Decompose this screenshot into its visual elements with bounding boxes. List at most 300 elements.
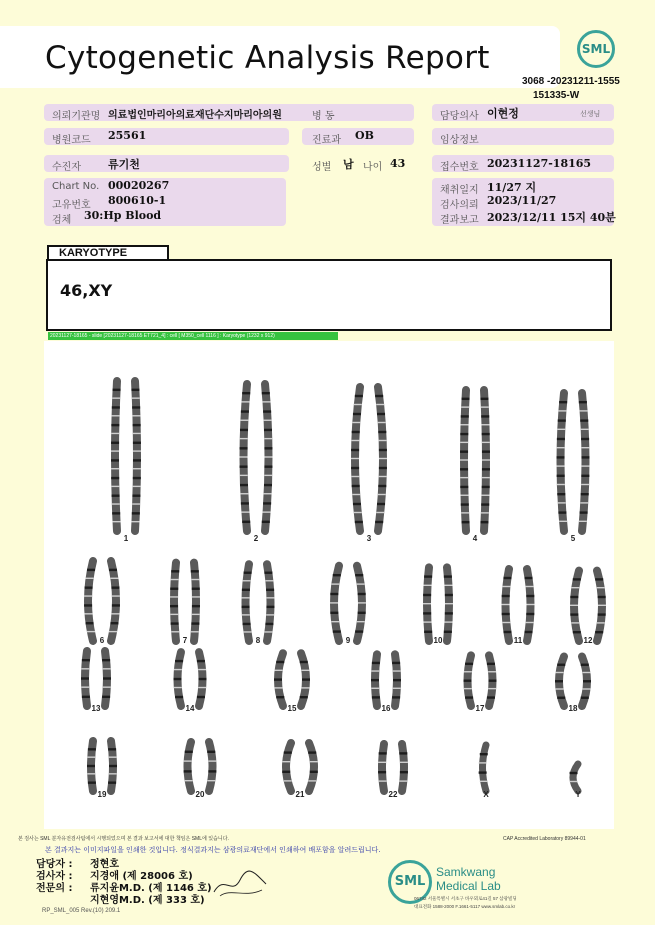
chromosome-1-2	[131, 381, 141, 531]
chromosome-band	[579, 401, 587, 403]
chromosome-band	[464, 680, 472, 682]
chromosome-band	[266, 606, 274, 608]
chromosome-band	[462, 521, 470, 523]
chromosome-6-2	[109, 561, 120, 641]
chromosome-21-1	[282, 743, 292, 791]
chromosome-band	[598, 613, 606, 615]
chromosome-band	[570, 596, 578, 598]
chromosome-band	[557, 456, 565, 458]
chromosome-7-1	[170, 563, 179, 641]
chromosome-band	[174, 687, 182, 688]
chromosome-band	[527, 604, 535, 605]
chromosome-band	[310, 771, 318, 773]
chromosome-band	[525, 631, 533, 633]
notice-text: 본 결과지는 이미지파일을 인쇄한 것입니다. 정식결과지는 삼광의료재단에서 인쇄하여 배포함을 알려드립니다.	[45, 846, 381, 854]
chromosome-band	[352, 485, 360, 487]
chromosome-band	[170, 588, 178, 590]
chromosome-band	[423, 612, 431, 614]
lab-name	[436, 865, 501, 893]
chromosome-band	[113, 521, 121, 522]
chromosome-band	[378, 485, 386, 487]
chromosome-band	[111, 424, 119, 426]
chromosome-band	[111, 450, 119, 451]
chromosome-band	[265, 580, 273, 581]
chromosome-band	[87, 756, 95, 757]
chromosome-band	[400, 771, 408, 773]
chromosome-band	[573, 578, 581, 580]
chromosome-band	[378, 431, 386, 433]
chromosome-band	[481, 512, 489, 513]
chromosome-band	[103, 668, 111, 669]
chromosome-band	[199, 678, 207, 680]
report-id-line2: 151335-W	[533, 90, 580, 101]
chromosome-band	[84, 604, 92, 606]
chromosome-band	[445, 594, 453, 596]
chromosome-15-1	[274, 653, 284, 706]
karyotype-result: 46,XY	[60, 281, 113, 300]
chromosome-band	[355, 395, 363, 397]
chromosome-band	[481, 503, 489, 505]
chromosome-label-12: 12	[583, 636, 593, 645]
institution-value: 의료법인마리아의료재단수지마리아의원	[108, 110, 282, 121]
chromosome-19-1	[87, 741, 96, 791]
chromosome-band	[133, 442, 141, 444]
chromosome-band	[264, 484, 272, 486]
chromosome-band	[132, 495, 140, 497]
chromosome-band	[461, 406, 469, 407]
chromosome-band	[377, 413, 385, 415]
chromosome-band	[112, 406, 120, 408]
chromosome-band	[482, 433, 490, 435]
chromosome-band	[580, 410, 588, 411]
chromosome-label-2: 2	[253, 534, 259, 543]
staff-role-1: 담당자 :	[36, 859, 73, 870]
chromosome-band	[379, 780, 387, 781]
department-value: OB	[355, 129, 374, 142]
chromosome-band	[445, 612, 453, 614]
chromosome-band	[352, 494, 360, 495]
chromosome-22-2	[399, 744, 408, 791]
chromosome-band	[240, 493, 248, 494]
hospital-code-label: 병원코드	[52, 135, 91, 146]
chromosome-band	[570, 781, 578, 782]
chromosome-13-2	[102, 651, 111, 706]
chromosome-band	[460, 450, 468, 452]
chromosome-band	[375, 521, 383, 523]
chromosome-band	[444, 575, 452, 577]
chromosome-band	[598, 605, 606, 606]
chromosome-band	[502, 622, 510, 623]
staff-role-2: 검사자 :	[36, 871, 73, 882]
chromosome-band	[112, 512, 120, 514]
chromosome-band	[444, 631, 452, 633]
chromosome-band	[112, 595, 120, 596]
karyotype-tab: KARYOTYPE	[47, 245, 169, 260]
sml-logo-icon: SML	[577, 30, 615, 68]
chromosome-band	[393, 670, 401, 671]
chromosome-band	[378, 494, 386, 495]
chromosome-band	[559, 521, 567, 522]
chromosome-label-X: X	[483, 790, 489, 799]
chromosome-label-13: 13	[91, 704, 101, 713]
chromosome-band	[400, 762, 408, 763]
chromosome-band	[595, 578, 603, 580]
chromosome-band	[132, 415, 140, 416]
chromosome-band	[108, 781, 116, 783]
chromosome-band	[557, 484, 565, 485]
lab-address: 06742 서울특별시 서초구 바우뫼로41길 57 삼광빌딩	[414, 896, 517, 901]
chromosome-band	[445, 585, 453, 586]
chromosome-band	[558, 419, 566, 421]
chromosome-band	[85, 586, 93, 588]
chromosome-band	[487, 696, 495, 698]
chromosome-band	[132, 397, 140, 398]
chromosome-band	[358, 593, 366, 595]
chromosome-band	[351, 467, 359, 469]
chromosome-band	[310, 761, 318, 762]
chromosome-label-8: 8	[255, 636, 261, 645]
accreditation-text: CAP Accredited Laboratory 89944-01	[503, 836, 586, 842]
chromosome-band	[112, 503, 120, 504]
chromosome-band	[559, 401, 567, 403]
chromosome-band	[82, 659, 90, 661]
chromosome-band	[242, 597, 250, 598]
chromosome-band	[300, 661, 308, 663]
chromosome-band	[174, 678, 182, 680]
chromosome-11-1	[502, 569, 512, 641]
chromosome-band	[399, 752, 407, 754]
chromosome-band	[371, 688, 379, 689]
chromosome-band	[264, 631, 272, 632]
chromosome-band	[208, 760, 216, 761]
chromosome-band	[461, 415, 469, 417]
chromosome-band	[111, 486, 119, 487]
chromosome-band	[461, 424, 469, 425]
chromosome-band	[241, 410, 249, 412]
chromosome-band	[284, 780, 292, 781]
chromosome-band	[371, 670, 379, 671]
chromosome-band	[262, 392, 270, 394]
chromosome-label-20: 20	[195, 790, 205, 799]
age-value: 43	[390, 157, 406, 170]
chromosome-band	[488, 671, 496, 672]
chromosome-band	[113, 389, 121, 391]
chromosome-band	[264, 465, 272, 467]
chromosome-band	[465, 663, 473, 665]
chromosome-6-1	[84, 561, 95, 641]
chromosome-band	[581, 475, 589, 477]
chromosome-band	[111, 613, 119, 614]
chromosome-band	[354, 404, 362, 405]
chromosome-21-2	[308, 743, 318, 791]
chromosome-band	[379, 440, 387, 441]
chromosome-9-1	[330, 566, 341, 641]
chromosome-band	[424, 631, 432, 633]
chromosome-band	[355, 574, 363, 576]
chromosome-band	[556, 688, 564, 689]
chromosome-band	[103, 677, 111, 679]
chromosome-band	[377, 503, 385, 505]
chromosome-band	[109, 765, 117, 767]
chromosome-band	[132, 406, 140, 408]
chromosome-label-22: 22	[388, 790, 398, 799]
chromosome-band	[580, 419, 588, 421]
chromosome-band	[462, 398, 470, 400]
chromosome-band	[262, 521, 270, 523]
chromosome-band	[423, 594, 431, 596]
chromosome-band	[264, 438, 272, 439]
chromosome-16-1	[371, 654, 380, 706]
chromosome-band	[461, 512, 469, 513]
chromosome-band	[308, 780, 316, 781]
chromosome-band	[445, 621, 453, 622]
chromosome-label-5: 5	[570, 534, 576, 543]
chromosome-band	[557, 447, 565, 448]
chromosome-band	[243, 580, 251, 581]
chromosome-label-1: 1	[123, 534, 129, 543]
chromosome-5-2	[579, 393, 590, 531]
chromosome-3-1	[351, 387, 363, 531]
chromosome-band	[109, 569, 117, 571]
chromosome-band	[240, 475, 248, 476]
chromosome-band	[392, 696, 400, 698]
chromosome-band	[482, 450, 490, 452]
doctor-value: 이현정	[487, 107, 519, 120]
chromosome-band	[170, 614, 178, 615]
chromosome-2-2	[262, 384, 273, 531]
chromosome-band	[330, 593, 338, 595]
chromosome-band	[379, 458, 387, 459]
result-date-label: 결과보고	[440, 215, 479, 226]
chromosome-band	[482, 459, 490, 460]
chromosome-band	[244, 572, 252, 574]
request-date-value: 2023/11/27	[487, 194, 557, 207]
chromosome-band	[379, 752, 387, 754]
chromosome-band	[240, 456, 248, 457]
chromosome-band	[112, 397, 120, 398]
chromosome-band	[301, 670, 309, 671]
chromosome-band	[333, 574, 341, 576]
chromosome-band	[264, 475, 272, 476]
lab-name-line2: Medical Lab	[436, 879, 501, 893]
staff-role-3: 전문의 :	[36, 883, 73, 894]
specimen-label: 검체	[52, 215, 72, 226]
chromosome-band	[583, 680, 591, 682]
chromosome-band	[81, 677, 89, 679]
patient-value: 류기천	[108, 158, 140, 171]
chromosome-band	[357, 583, 365, 584]
chromosome-band	[263, 502, 271, 504]
chromosome-band	[555, 680, 563, 682]
chromosome-band	[112, 415, 120, 416]
revision-code: RP_SML_005 Rev.(10) 209.1	[42, 908, 121, 914]
chromosome-band	[192, 588, 200, 590]
chromosome-band	[354, 512, 362, 513]
chromosome-band	[460, 486, 468, 488]
chromosome-12-2	[595, 571, 606, 641]
chromosome-band	[570, 613, 578, 615]
staff-name-1: 정현호	[90, 859, 119, 870]
chromosome-band	[481, 415, 489, 417]
chromosome-9-2	[355, 566, 366, 641]
chromosome-band	[581, 484, 589, 485]
institution-label: 의뢰기관명	[52, 111, 101, 122]
chromosome-band	[300, 696, 308, 698]
chromosome-band	[464, 671, 472, 672]
doctor-suffix: 선생님	[580, 110, 601, 118]
chromosome-band	[88, 781, 96, 783]
chromosome-band	[581, 438, 589, 440]
collect-date-label: 채취일지	[440, 185, 479, 196]
chromosome-band	[375, 395, 383, 397]
chromosome-band	[353, 503, 361, 505]
chromosome-band	[81, 668, 89, 669]
chromosome-label-Y: Y	[575, 790, 581, 799]
chromosome-band	[197, 696, 205, 698]
chromosome-band	[266, 597, 274, 598]
chromosome-band	[460, 442, 468, 443]
chromosome-2-1	[240, 384, 251, 531]
chromosome-band	[480, 753, 488, 755]
chromosome-band	[276, 661, 284, 663]
chromosome-band	[558, 502, 566, 503]
age-label: 나이	[363, 162, 383, 173]
chromosome-band	[111, 586, 119, 588]
chromosome-20-1	[184, 742, 193, 791]
chromosome-band	[333, 630, 341, 632]
chromosome-band	[110, 622, 118, 624]
chromosome-band	[243, 623, 251, 625]
department-label: 진료과	[312, 135, 341, 146]
chromosome-band	[265, 623, 273, 625]
chromosome-band	[488, 688, 496, 689]
chromosome-17-1	[464, 655, 474, 706]
chromosome-band	[198, 669, 206, 670]
chromosome-label-9: 9	[345, 636, 351, 645]
signature-graphic	[210, 866, 270, 900]
chromosome-band	[480, 398, 488, 400]
chromosome-band	[108, 748, 116, 750]
chromosome-band	[171, 631, 179, 632]
chromosome-band	[111, 459, 119, 461]
chromosome-band	[525, 577, 533, 579]
chromosome-band	[111, 433, 119, 434]
collect-date-value: 11/27 지	[487, 181, 537, 194]
chromosome-band	[358, 612, 366, 614]
chromosome-band	[111, 477, 119, 479]
chromosome-band	[175, 696, 183, 698]
chromosome-band	[171, 570, 179, 572]
chromosome-band	[241, 401, 249, 402]
chromosome-band	[598, 596, 606, 598]
chromosome-band	[110, 578, 118, 579]
karyogram-svg	[44, 341, 614, 829]
disclaimer-text: 본 검사는 SML 분자유전검사팀에서 시행되었으며 본 결과 보고서에 대한 책임은 SML에 있습니다.	[18, 836, 229, 842]
chromosome-band	[526, 613, 534, 615]
chromosome-band	[175, 660, 183, 662]
chromosome-label-3: 3	[366, 534, 372, 543]
chromosome-band	[132, 512, 140, 514]
chromosome-band	[424, 585, 432, 586]
chromosome-band	[557, 429, 565, 430]
chromosome-band	[480, 521, 488, 523]
chromosome-band	[192, 605, 200, 607]
chromosome-band	[112, 495, 120, 497]
chromosome-band	[185, 751, 193, 753]
chromosome-band	[240, 465, 248, 467]
chromosome-band	[133, 486, 141, 487]
chromosome-18-1	[555, 657, 565, 707]
chromosome-band	[581, 697, 589, 699]
chromosome-band	[558, 511, 566, 513]
chromosome-band	[244, 631, 252, 632]
chromosome-band	[481, 406, 489, 407]
chromosome-band	[393, 688, 401, 689]
chromosome-band	[301, 687, 309, 688]
chromosome-band	[570, 605, 578, 606]
chromosome-band	[464, 688, 472, 689]
chromosome-band	[557, 475, 565, 477]
chromosome-band	[379, 476, 387, 477]
chromosome-band	[482, 486, 490, 488]
chromosome-Y-1	[570, 764, 578, 791]
accession-label: 접수번호	[440, 162, 479, 173]
sex-value: 남	[343, 158, 354, 171]
chromosome-band	[275, 687, 283, 688]
chromosome-band	[479, 762, 487, 763]
chromosome-band	[191, 631, 199, 632]
chromosome-11-2	[525, 569, 535, 641]
chromosome-13-1	[81, 651, 90, 706]
chromosome-band	[331, 583, 339, 584]
chromosome-band	[595, 631, 603, 633]
chromosome-band	[371, 679, 379, 681]
request-date-label: 검사의뢰	[440, 200, 479, 211]
chromosome-band	[242, 392, 250, 394]
chromosome-band	[274, 678, 282, 680]
karyogram-image	[44, 341, 614, 829]
chromosome-label-18: 18	[568, 704, 578, 713]
chromosome-band	[372, 662, 380, 664]
specimen-value: 30:Hp Blood	[84, 209, 162, 222]
chromosome-band	[581, 456, 589, 458]
chromosome-band	[482, 442, 490, 443]
chromosome-band	[582, 672, 590, 673]
chromosome-band	[557, 438, 565, 440]
chromosome-band	[171, 622, 179, 624]
chromosome-1-1	[111, 381, 121, 531]
chromosome-band	[489, 680, 497, 682]
chromosome-band	[109, 756, 117, 757]
chromosome-band	[240, 438, 248, 439]
chromosome-band	[352, 431, 360, 433]
chromosome-X-1	[479, 745, 488, 791]
chromosome-band	[87, 631, 95, 632]
chromosome-band	[86, 578, 94, 579]
chromosome-band	[111, 468, 119, 469]
chromosome-band	[502, 613, 510, 615]
chromosome-band	[282, 771, 290, 773]
chromosome-band	[392, 662, 400, 664]
chromosome-band	[133, 424, 141, 426]
ward-label: 병 동	[312, 111, 335, 122]
chromosome-8-2	[264, 564, 274, 641]
chromosome-band	[460, 468, 468, 470]
chromosome-band	[240, 420, 248, 421]
chromosome-band	[351, 476, 359, 477]
chromosome-band	[378, 762, 386, 763]
chromosome-band	[81, 686, 89, 687]
